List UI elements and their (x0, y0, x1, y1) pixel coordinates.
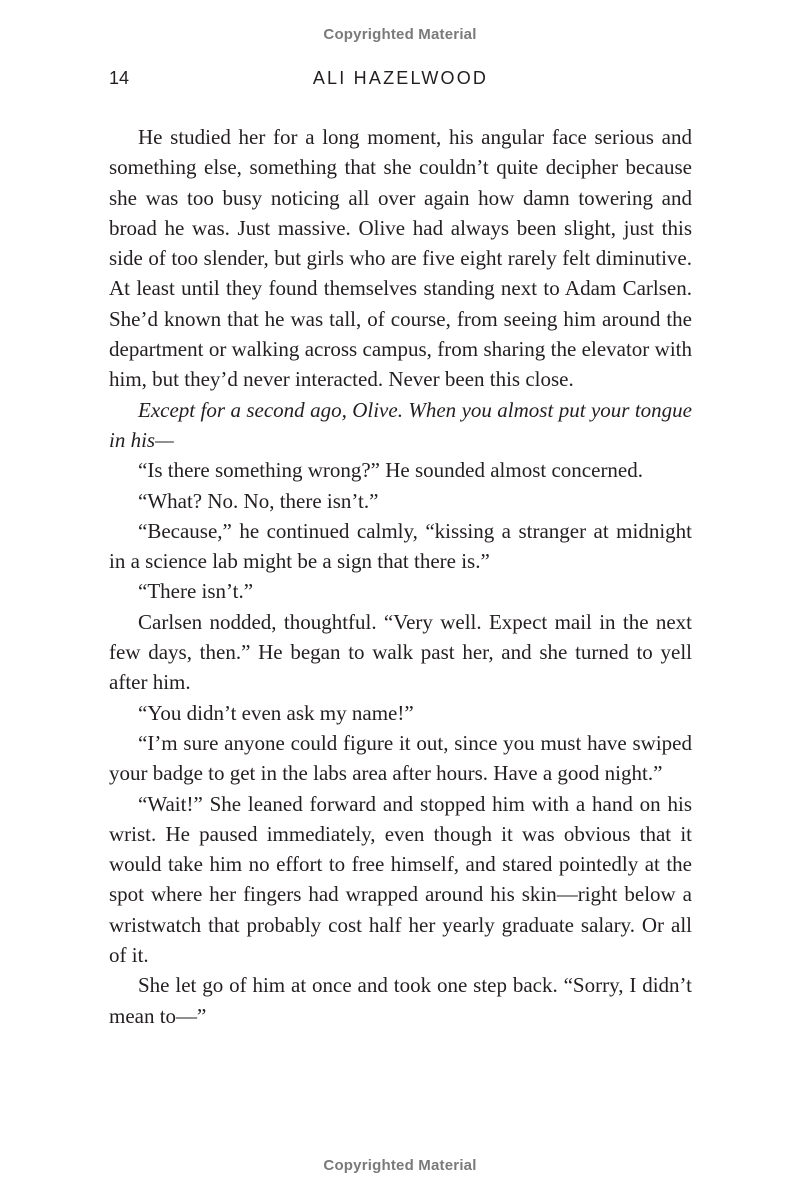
copyright-watermark-top: Copyrighted Material (323, 26, 477, 43)
paragraph-11: She let go of him at once and took one step back. “Sorry, I didn’t mean to—” (109, 973, 692, 1028)
paragraph-10: “Wait!” She leaned forward and stopped him with a hand on his wrist. He paused immediately, even though it was obvious that it would take him no effort to free himself, and stared pointedly at the spot where her fingers had wrapped around his skin—right below a wristwatch that probably cost half her yearly graduate salary. Or all of it. (109, 791, 692, 968)
paragraph-2: Except for a second ago, Olive. When you almost put your tongue in his— (109, 397, 692, 452)
paragraph-6: “There isn’t.” (138, 579, 254, 604)
page-number: 14 (109, 68, 130, 88)
paragraph-7: Carlsen nodded, thoughtful. “Very well. Expect mail in the next few days, then.” He began to walk past her, and she turned to yell after him. (109, 609, 692, 695)
paragraph-4: “What? No. No, there isn’t.” (138, 488, 379, 513)
paragraph-5: “Because,” he continued calmly, “kissing a stranger at midnight in a science lab might be a sign that there is.” (109, 518, 692, 574)
author-name: ALI HAZELWOOD (312, 68, 489, 88)
paragraph-9: “I’m sure anyone could figure it out, since you must have swiped your badge to get in the labs area after hours. Have a good night.” (109, 730, 692, 786)
paragraph-3: “Is there something wrong?” He sounded almost concerned. (138, 458, 644, 483)
body-text (109, 122, 692, 1031)
paragraph-1: He studied her for a long moment, his angular face serious and something else, something that she couldn’t quite decipher because she was too busy noticing all over again how damn towering and broad he was. Just massive. Olive had always been slight, just this side of too slender, but girls who are five eight rarely felt diminutive. At least until they found themselves standing next to Adam Carlsen. She’d known that he was tall, of course, from seeing him around the department or walking across campus, from sharing the elevator with him, but they’d never interacted. Never been this close. (109, 125, 692, 392)
paragraph-8: “You didn’t even ask my name!” (138, 700, 414, 725)
running-head (109, 68, 692, 92)
copyright-watermark-bottom: Copyrighted Material (323, 1157, 477, 1174)
